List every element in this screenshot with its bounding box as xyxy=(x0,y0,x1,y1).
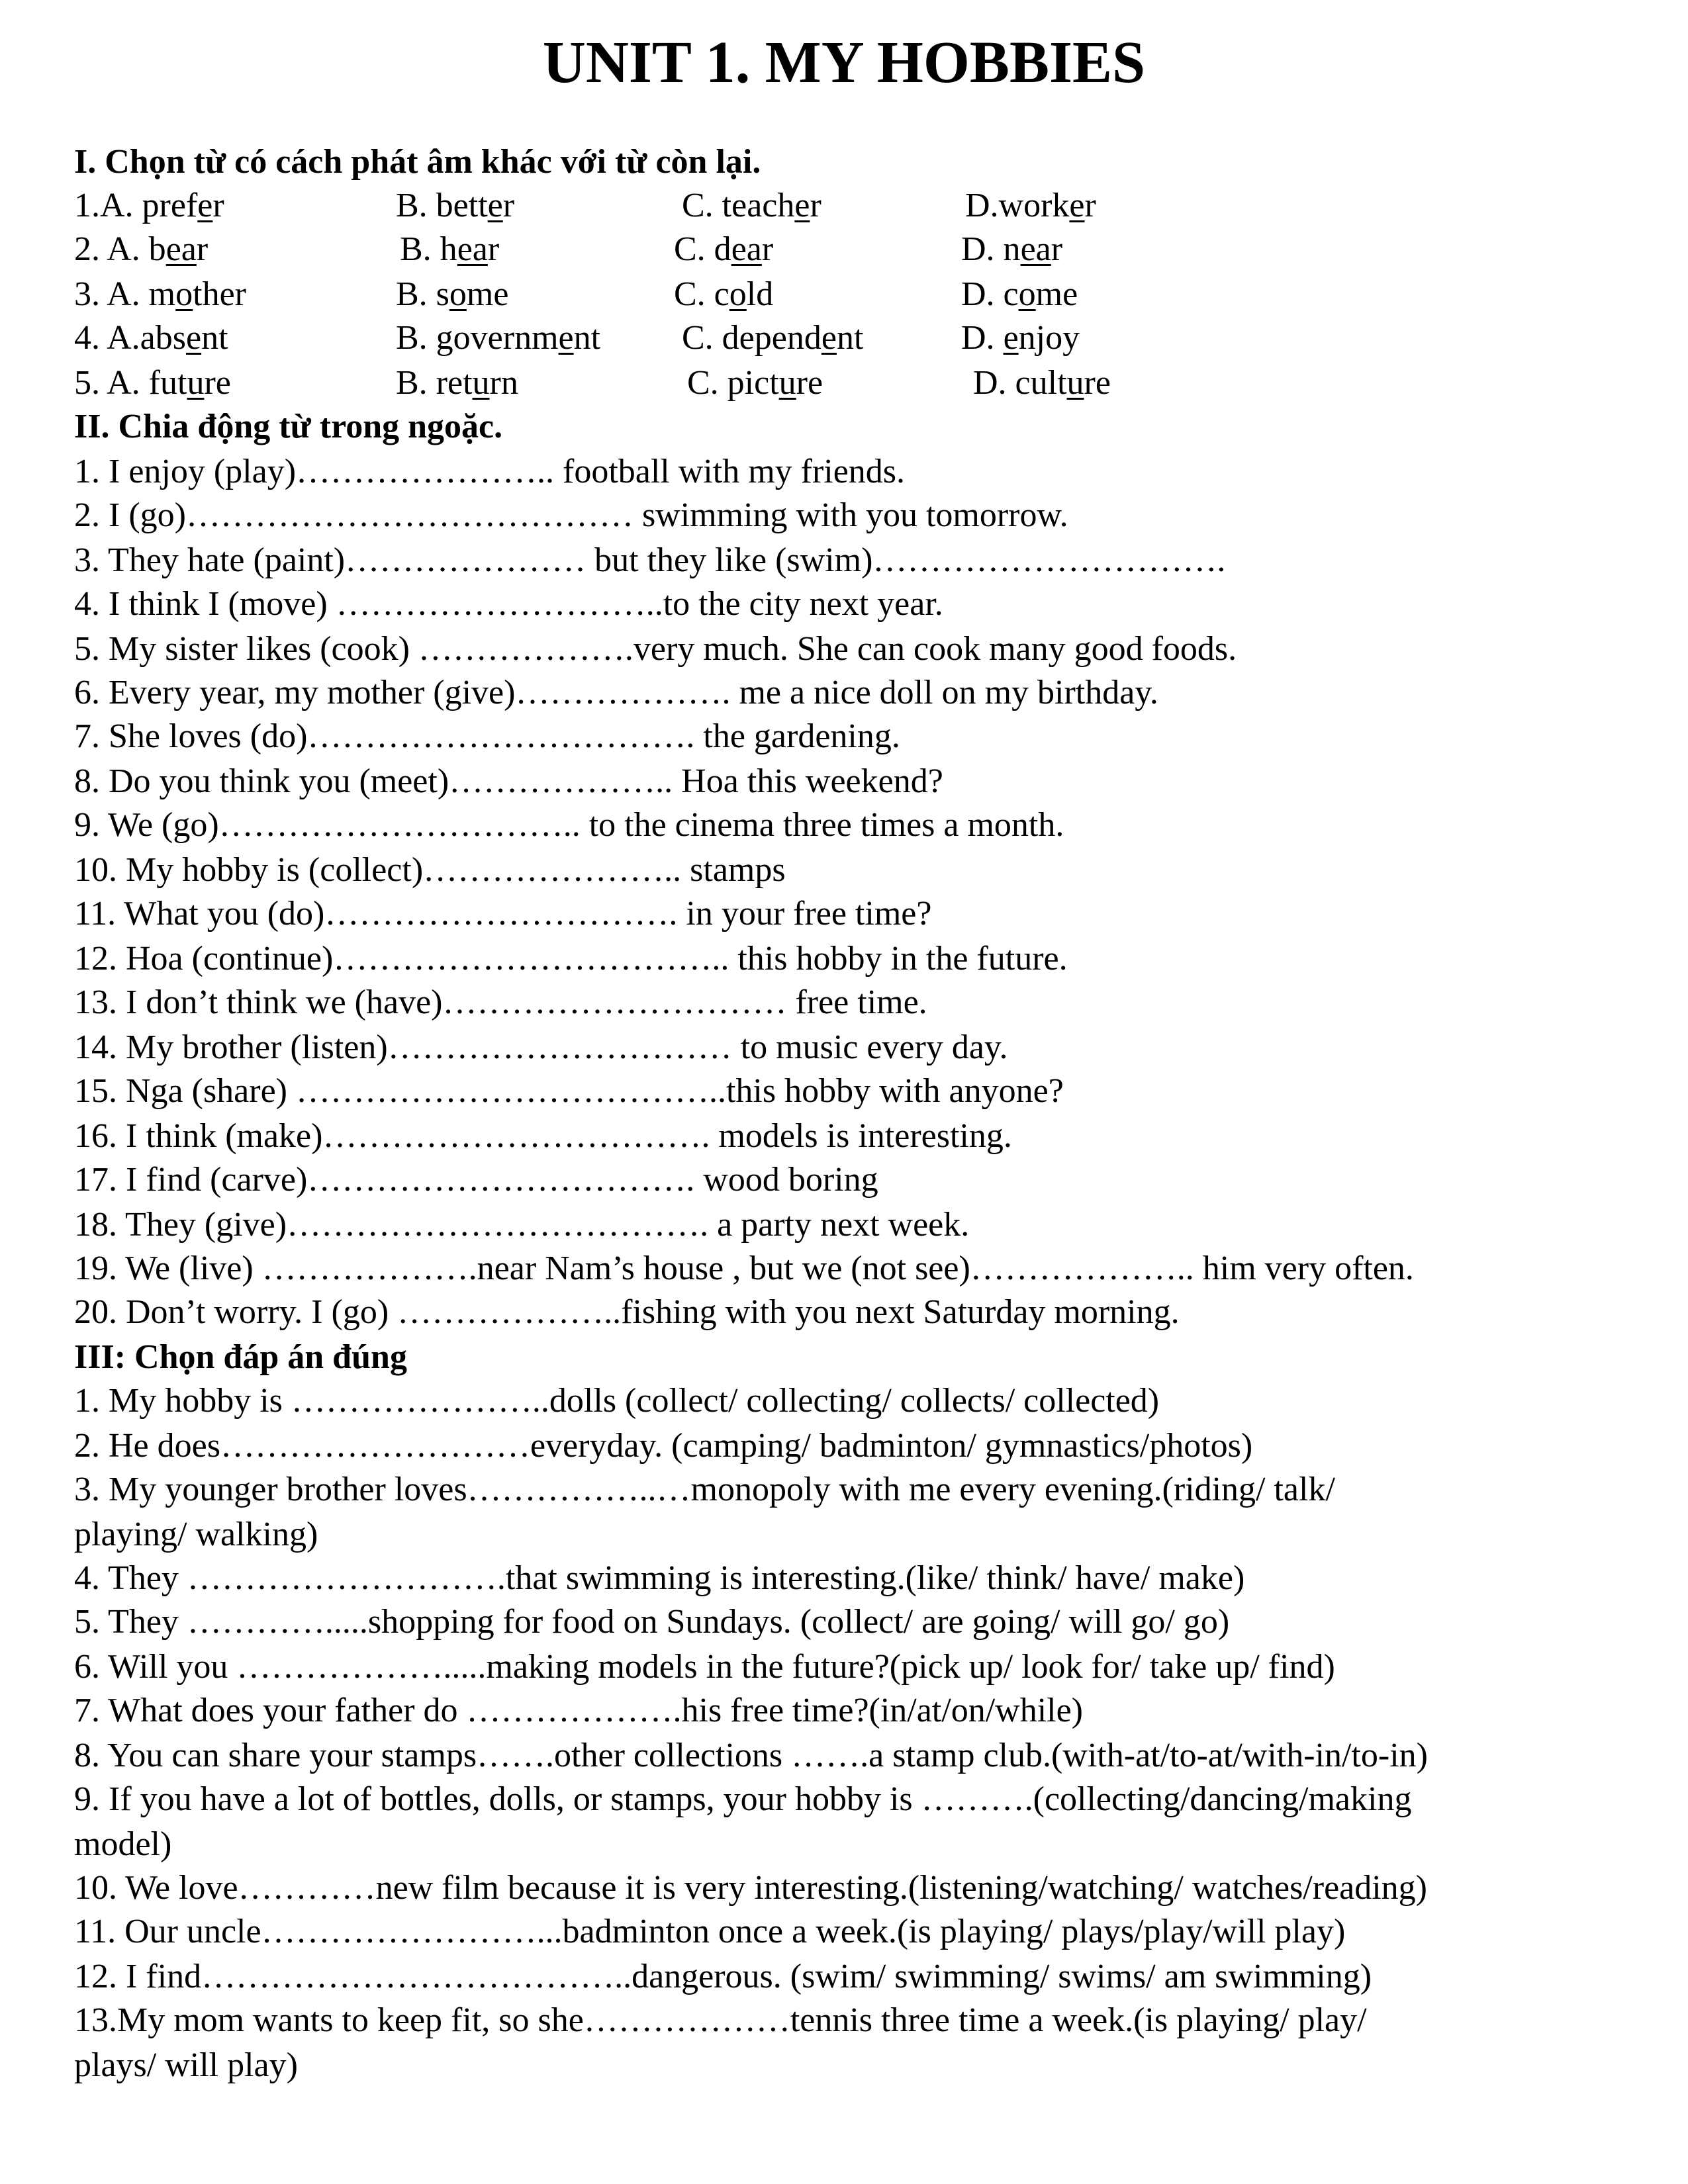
exercise-2-item-9: 9. We (go)………………………….. to the cinema three times a month. xyxy=(74,806,1064,844)
exercise-2-item-7: 7. She loves (do)……………………………. the gardening. xyxy=(74,717,900,755)
exercise-3-line: 8. You can share your stamps…….other collections …….a stamp club.(with-at/to-at/with-in/to-in) xyxy=(74,1737,1428,1774)
exercise-2-item-16: 16. I think (make)……………………………. models is interesting. xyxy=(74,1117,1012,1155)
exercise-2-item-19: 19. We (live) ……………….near Nam’s house , but we (not see)……………….. him very often. xyxy=(74,1250,1414,1287)
exercise-2-item-18: 18. They (give)………………………………. a party next week. xyxy=(74,1206,970,1244)
exercise-2-item-14: 14. My brother (listen)………………………… to music every day. xyxy=(74,1028,1008,1066)
exercise-3-line: 13.My mom wants to keep fit, so she………………tennis three time a week.(is playing/ play/ xyxy=(74,2001,1367,2039)
exercise-2-item-4: 4. I think I (move) ………………………..to the city next year. xyxy=(74,585,943,623)
option-2b: B. hear xyxy=(400,230,500,268)
option-2c: C. dear xyxy=(674,230,774,268)
exercise-2-item-5: 5. My sister likes (cook) ……………….very much. She can cook many good foods. xyxy=(74,630,1237,668)
option-5a: 5. A. future xyxy=(74,364,231,402)
option-1a: 1.A. prefer xyxy=(74,187,224,224)
option-5c: C. picture xyxy=(687,364,823,402)
option-5d: D. culture xyxy=(973,364,1111,402)
option-3c: C. cold xyxy=(674,275,774,313)
exercise-2-item-10: 10. My hobby is (collect)………………….. stamps xyxy=(74,851,786,889)
exercise-2-item-3: 3. They hate (paint)………………… but they like (swim)…………………………. xyxy=(74,541,1226,579)
exercise-3-line: 2. He does………………………everyday. (camping/ badminton/ gymnastics/photos) xyxy=(74,1427,1253,1465)
exercise-3-line: 1. My hobby is …………………..dolls (collect/ collecting/ collects/ collected) xyxy=(74,1382,1160,1420)
page-title: UNIT 1. MY HOBBIES xyxy=(542,30,1146,95)
exercise-3-line: 10. We love…………new film because it is very interesting.(listening/watching/ watches/reading) xyxy=(74,1869,1427,1907)
exercise-2-item-13: 13. I don’t think we (have)………………………… free time. xyxy=(74,983,927,1021)
exercise-2-item-15: 15. Nga (share) ………………………………..this hobby with anyone? xyxy=(74,1072,1064,1110)
section-1-heading: I. Chọn từ có cách phát âm khác với từ còn lại. xyxy=(74,143,761,181)
section-3-heading: III: Chọn đáp án đúng xyxy=(74,1338,407,1376)
exercise-2-item-12: 12. Hoa (continue)…………………………….. this hobby in the future. xyxy=(74,940,1068,978)
exercise-2-item-8: 8. Do you think you (meet)……………….. Hoa this weekend? xyxy=(74,762,943,800)
exercise-3-line: 5. They ………….....shopping for food on Sundays. (collect/ are going/ will go/ go) xyxy=(74,1603,1230,1641)
section-2-heading: II. Chia động từ trong ngoặc. xyxy=(74,408,503,445)
option-3b: B. some xyxy=(396,275,509,313)
exercise-3-line: playing/ walking) xyxy=(74,1516,318,1553)
option-1d: D.worker xyxy=(965,187,1096,224)
exercise-2-item-1: 1. I enjoy (play)………………….. football with my friends. xyxy=(74,453,906,490)
exercise-3-line: model) xyxy=(74,1825,172,1863)
option-4d: D. enjoy xyxy=(961,319,1080,357)
option-3d: D. come xyxy=(961,275,1078,313)
exercise-2-item-2: 2. I (go)………………………………… swimming with you tomorrow. xyxy=(74,496,1068,534)
exercise-3-line: 11. Our uncle……………………...badminton once a week.(is playing/ plays/play/will play) xyxy=(74,1913,1346,1950)
exercise-3-line: 12. I find………………………………..dangerous. (swim/ swimming/ swims/ am swimming) xyxy=(74,1958,1372,1995)
exercise-3-line: 6. Will you ……………….....making models in the future?(pick up/ look for/ take up/ find) xyxy=(74,1648,1335,1686)
exercise-3-line: 3. My younger brother loves……………..…monopoly with me every evening.(riding/ talk/ xyxy=(74,1471,1335,1508)
option-3a: 3. A. mother xyxy=(74,275,246,313)
option-4a: 4. A.absent xyxy=(74,319,228,357)
exercise-2-item-20: 20. Don’t worry. I (go) ………………..fishing with you next Saturday morning. xyxy=(74,1293,1180,1331)
option-2a: 2. A. bear xyxy=(74,230,209,268)
option-4b: B. government xyxy=(396,319,601,357)
exercise-3-line: 9. If you have a lot of bottles, dolls, or stamps, your hobby is ……….(collecting/dancing/making xyxy=(74,1780,1412,1818)
exercise-3-line: 4. They ……………………….that swimming is interesting.(like/ think/ have/ make) xyxy=(74,1559,1245,1597)
exercise-2-item-11: 11. What you (do)…………………………. in your free time? xyxy=(74,895,932,933)
option-5b: B. return xyxy=(396,364,518,402)
option-1b: B. better xyxy=(396,187,515,224)
option-1c: C. teacher xyxy=(682,187,821,224)
option-2d: D. near xyxy=(961,230,1063,268)
exercise-2-item-17: 17. I find (carve)……………………………. wood boring xyxy=(74,1161,878,1199)
exercise-2-item-6: 6. Every year, my mother (give)………………. me a nice doll on my birthday. xyxy=(74,674,1158,711)
option-4c: C. dependent xyxy=(682,319,864,357)
exercise-3-line: 7. What does your father do ……………….his free time?(in/at/on/while) xyxy=(74,1692,1083,1729)
exercise-3-line: plays/ will play) xyxy=(74,2046,298,2084)
